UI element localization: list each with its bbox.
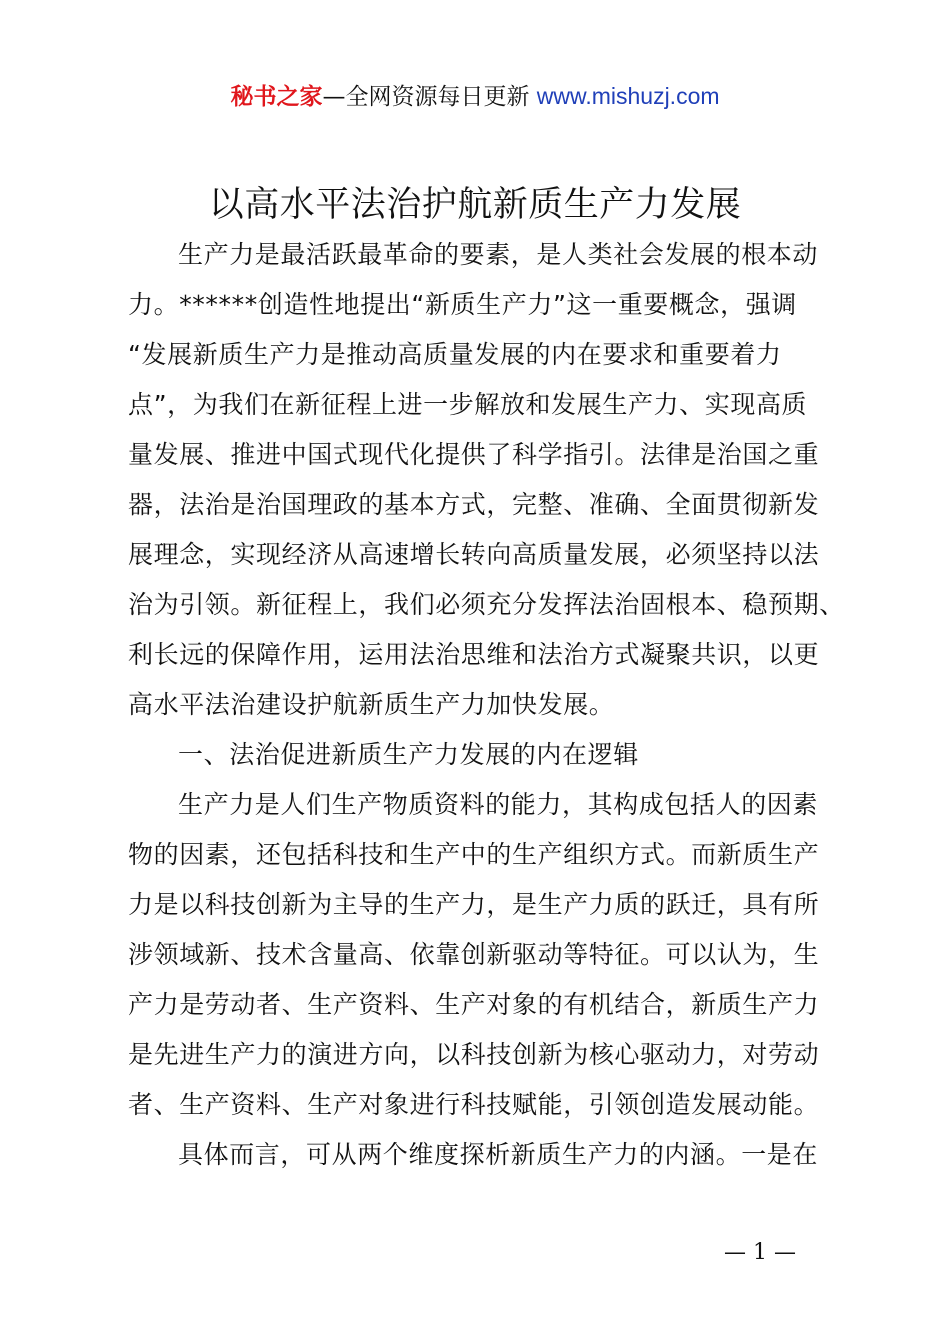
- page-number: — 1 —: [724, 1240, 796, 1265]
- site-header: [0, 80, 950, 113]
- body-line: “发展新质生产力是推动高质量发展的内在要求和重要着力: [128, 340, 782, 369]
- body-line: 力是以科技创新为主导的生产力，是生产力质的跃迁，具有所: [128, 890, 820, 919]
- body-line: 利长远的保障作用，运用法治思维和法治方式凝聚共识，以更: [128, 640, 820, 669]
- body-line: 生产力是最活跃最革命的要素，是人类社会发展的根本动: [178, 240, 819, 269]
- document-body: [128, 230, 845, 1180]
- body-line: 者、生产资料、生产对象进行科技赋能，引领创造发展动能。: [128, 1090, 820, 1119]
- body-line: 量发展、推进中国式现代化提供了科学指引。法律是治国之重: [128, 440, 820, 469]
- header-tagline: —全网资源每日更新: [322, 84, 537, 110]
- body-line: 力。******创造性地提出“新质生产力”这一重要概念，强调: [128, 290, 797, 319]
- body-line: 高水平法治建设护航新质生产力加快发展。: [128, 690, 615, 719]
- document-title: 以高水平法治护航新质生产力发展: [208, 185, 742, 225]
- site-url-link[interactable]: www.mishuzj.com: [536, 83, 720, 109]
- body-line: 展理念，实现经济从高速增长转向高质量发展，必须坚持以法: [128, 540, 820, 569]
- body-line: 是先进生产力的演进方向，以科技创新为核心驱动力，对劳动: [128, 1040, 820, 1069]
- body-line: 器，法治是治国理政的基本方式，完整、准确、全面贯彻新发: [128, 490, 820, 519]
- body-line: 具体而言，可从两个维度探析新质生产力的内涵。一是在: [178, 1140, 819, 1169]
- body-line: 生产力是人们生产物质资料的能力，其构成包括人的因素: [178, 790, 819, 819]
- body-line: 治为引领。新征程上，我们必须充分发挥法治固根本、稳预期、: [128, 590, 845, 619]
- body-line: 一、法治促进新质生产力发展的内在逻辑: [178, 740, 639, 769]
- body-line: 涉领域新、技术含量高、依靠创新驱动等特征。可以认为，生: [128, 940, 820, 969]
- brand-name: 秘书之家: [230, 84, 323, 110]
- body-line: 物的因素，还包括科技和生产中的生产组织方式。而新质生产: [128, 840, 820, 869]
- body-line: 点”，为我们在新征程上进一步解放和发展生产力、实现高质: [128, 390, 808, 419]
- body-line: 产力是劳动者、生产资料、生产对象的有机结合，新质生产力: [128, 990, 820, 1019]
